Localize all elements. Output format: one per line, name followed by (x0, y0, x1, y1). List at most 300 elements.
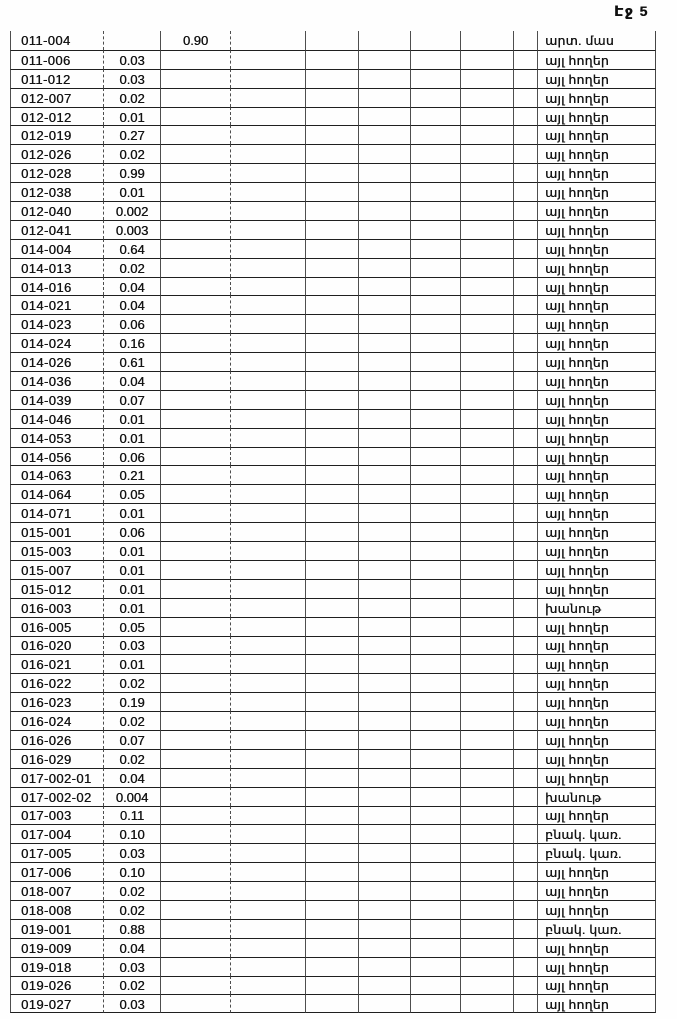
area-value-secondary-cell (160, 522, 230, 541)
empty-cell (513, 522, 537, 541)
land-use-cell: խանութ (537, 787, 656, 806)
empty-cell (460, 69, 513, 88)
area-value-secondary-cell (160, 144, 230, 163)
area-value-secondary-cell (160, 314, 230, 333)
empty-cell (305, 787, 358, 806)
empty-cell (305, 428, 358, 447)
empty-cell (305, 843, 358, 862)
empty-cell (410, 314, 460, 333)
area-value-cell: 0.01 (103, 428, 160, 447)
area-value-cell: 0.02 (103, 673, 160, 692)
parcel-code-cell: 016-023 (10, 692, 103, 711)
parcel-code-cell: 019-018 (10, 957, 103, 976)
empty-cell (460, 711, 513, 730)
parcel-table-body (10, 31, 656, 1013)
empty-cell (230, 673, 305, 692)
empty-cell (230, 976, 305, 995)
empty-cell (513, 314, 537, 333)
empty-cell (305, 503, 358, 522)
area-value-secondary-cell (160, 692, 230, 711)
empty-cell (230, 201, 305, 220)
parcel-code-cell: 015-007 (10, 560, 103, 579)
land-use-cell: այլ հողեր (537, 503, 656, 522)
empty-cell (460, 409, 513, 428)
empty-cell (410, 938, 460, 957)
table-row (10, 239, 656, 258)
land-use-cell: այլ հողեր (537, 258, 656, 277)
area-value-cell: 0.04 (103, 768, 160, 787)
empty-cell (230, 617, 305, 636)
empty-cell (410, 447, 460, 466)
table-row (10, 617, 656, 636)
empty-cell (410, 976, 460, 995)
area-value-secondary-cell (160, 938, 230, 957)
empty-cell (513, 749, 537, 768)
empty-cell (410, 144, 460, 163)
parcel-code-cell: 012-026 (10, 144, 103, 163)
empty-cell (410, 673, 460, 692)
empty-cell (305, 88, 358, 107)
empty-cell (230, 938, 305, 957)
parcel-code-cell: 017-002-01 (10, 768, 103, 787)
table-row (10, 107, 656, 126)
table-row (10, 522, 656, 541)
empty-cell (460, 503, 513, 522)
empty-cell (305, 919, 358, 938)
table-row (10, 220, 656, 239)
empty-cell (305, 900, 358, 919)
land-use-cell: այլ հողեր (537, 768, 656, 787)
land-use-cell: այլ հողեր (537, 295, 656, 314)
empty-cell (410, 617, 460, 636)
land-use-cell: այլ հողեր (537, 352, 656, 371)
empty-cell (358, 824, 410, 843)
empty-cell (460, 938, 513, 957)
area-value-cell: 0.01 (103, 560, 160, 579)
empty-cell (460, 636, 513, 655)
parcel-code-cell: 014-021 (10, 295, 103, 314)
table-row (10, 201, 656, 220)
area-value-secondary-cell (160, 371, 230, 390)
land-use-cell: այլ հողեր (537, 277, 656, 296)
empty-cell (358, 522, 410, 541)
parcel-code-cell: 015-001 (10, 522, 103, 541)
empty-cell (358, 428, 410, 447)
empty-cell (513, 107, 537, 126)
empty-cell (410, 352, 460, 371)
area-value-secondary-cell (160, 447, 230, 466)
empty-cell (305, 636, 358, 655)
empty-cell (358, 598, 410, 617)
empty-cell (358, 465, 410, 484)
empty-cell (230, 862, 305, 881)
empty-cell (460, 182, 513, 201)
empty-cell (513, 730, 537, 749)
table-row (10, 787, 656, 806)
empty-cell (305, 447, 358, 466)
land-use-cell: այլ հողեր (537, 730, 656, 749)
empty-cell (460, 125, 513, 144)
empty-cell (410, 787, 460, 806)
empty-cell (358, 843, 410, 862)
empty-cell (410, 598, 460, 617)
empty-cell (460, 881, 513, 900)
empty-cell (410, 749, 460, 768)
area-value-cell: 0.04 (103, 295, 160, 314)
empty-cell (358, 503, 410, 522)
area-value-cell: 0.06 (103, 447, 160, 466)
land-use-cell: այլ հողեր (537, 654, 656, 673)
empty-cell (305, 484, 358, 503)
page-number-label: Էջ 5 (614, 3, 649, 19)
empty-cell (513, 938, 537, 957)
empty-cell (460, 598, 513, 617)
empty-cell (305, 994, 358, 1013)
empty-cell (358, 768, 410, 787)
table-row (10, 598, 656, 617)
empty-cell (513, 711, 537, 730)
parcel-code-cell: 014-023 (10, 314, 103, 333)
empty-cell (230, 69, 305, 88)
land-use-cell: այլ հողեր (537, 881, 656, 900)
parcel-code-cell: 012-028 (10, 163, 103, 182)
empty-cell (358, 50, 410, 69)
empty-cell (305, 295, 358, 314)
empty-cell (230, 994, 305, 1013)
empty-cell (513, 843, 537, 862)
area-value-cell: 0.03 (103, 69, 160, 88)
empty-cell (410, 730, 460, 749)
empty-cell (358, 144, 410, 163)
area-value-secondary-cell (160, 730, 230, 749)
empty-cell (513, 88, 537, 107)
empty-cell (230, 636, 305, 655)
area-value-secondary-cell (160, 806, 230, 825)
land-use-cell: այլ հողեր (537, 371, 656, 390)
table-row (10, 484, 656, 503)
table-row (10, 182, 656, 201)
area-value-secondary-cell (160, 50, 230, 69)
empty-cell (513, 900, 537, 919)
empty-cell (460, 447, 513, 466)
empty-cell (230, 220, 305, 239)
parcel-code-cell: 016-003 (10, 598, 103, 617)
empty-cell (305, 220, 358, 239)
land-use-cell: այլ հողեր (537, 239, 656, 258)
empty-cell (410, 862, 460, 881)
area-value-secondary-cell (160, 843, 230, 862)
empty-cell (230, 692, 305, 711)
land-use-cell: այլ հողեր (537, 938, 656, 957)
empty-cell (305, 730, 358, 749)
area-value-cell: 0.01 (103, 598, 160, 617)
area-value-cell: 0.01 (103, 503, 160, 522)
table-row (10, 144, 656, 163)
area-value-cell: 0.03 (103, 957, 160, 976)
empty-cell (460, 541, 513, 560)
area-value-secondary-cell (160, 107, 230, 126)
empty-cell (358, 636, 410, 655)
table-row (10, 824, 656, 843)
table-row (10, 409, 656, 428)
empty-cell (513, 182, 537, 201)
empty-cell (305, 371, 358, 390)
empty-cell (513, 806, 537, 825)
empty-cell (358, 314, 410, 333)
empty-cell (358, 862, 410, 881)
empty-cell (358, 258, 410, 277)
empty-cell (358, 201, 410, 220)
empty-cell (305, 824, 358, 843)
empty-cell (460, 522, 513, 541)
empty-cell (358, 182, 410, 201)
empty-cell (460, 220, 513, 239)
empty-cell (358, 900, 410, 919)
table-row (10, 428, 656, 447)
table-row (10, 371, 656, 390)
land-use-cell: այլ հողեր (537, 636, 656, 655)
land-use-cell: այլ հողեր (537, 333, 656, 352)
table-row (10, 465, 656, 484)
table-row (10, 843, 656, 862)
land-use-cell: այլ հողեր (537, 88, 656, 107)
area-value-cell: 0.02 (103, 711, 160, 730)
empty-cell (513, 617, 537, 636)
empty-cell (305, 107, 358, 126)
empty-cell (460, 428, 513, 447)
empty-cell (513, 579, 537, 598)
land-use-cell: այլ հողեր (537, 522, 656, 541)
table-row (10, 295, 656, 314)
area-value-secondary-cell (160, 824, 230, 843)
area-value-secondary-cell (160, 673, 230, 692)
area-value-secondary-cell (160, 220, 230, 239)
empty-cell (460, 654, 513, 673)
empty-cell (410, 843, 460, 862)
empty-cell (358, 938, 410, 957)
empty-cell (460, 390, 513, 409)
table-row (10, 636, 656, 655)
empty-cell (305, 692, 358, 711)
land-use-cell: այլ հողեր (537, 447, 656, 466)
empty-cell (460, 843, 513, 862)
parcel-code-cell: 015-003 (10, 541, 103, 560)
area-value-cell: 0.21 (103, 465, 160, 484)
empty-cell (460, 579, 513, 598)
empty-cell (230, 654, 305, 673)
parcel-code-cell: 017-006 (10, 862, 103, 881)
parcel-code-cell: 018-007 (10, 881, 103, 900)
area-value-cell (103, 31, 160, 50)
area-value-cell: 0.004 (103, 787, 160, 806)
parcel-code-cell: 019-026 (10, 976, 103, 995)
empty-cell (230, 409, 305, 428)
area-value-secondary-cell (160, 428, 230, 447)
empty-cell (305, 409, 358, 428)
area-value-secondary-cell (160, 881, 230, 900)
empty-cell (513, 862, 537, 881)
area-value-cell: 0.07 (103, 390, 160, 409)
table-row (10, 314, 656, 333)
area-value-cell: 0.10 (103, 862, 160, 881)
empty-cell (358, 277, 410, 296)
area-value-cell: 0.06 (103, 522, 160, 541)
empty-cell (230, 314, 305, 333)
empty-cell (358, 352, 410, 371)
empty-cell (305, 144, 358, 163)
area-value-secondary-cell (160, 711, 230, 730)
table-row (10, 333, 656, 352)
area-value-cell: 0.003 (103, 220, 160, 239)
land-use-cell: այլ հողեր (537, 957, 656, 976)
land-use-cell: այլ հողեր (537, 125, 656, 144)
empty-cell (358, 730, 410, 749)
area-value-cell: 0.27 (103, 125, 160, 144)
parcel-code-cell: 019-027 (10, 994, 103, 1013)
area-value-cell: 0.02 (103, 258, 160, 277)
land-use-cell: այլ հողեր (537, 409, 656, 428)
empty-cell (305, 711, 358, 730)
empty-cell (460, 730, 513, 749)
parcel-code-cell: 014-026 (10, 352, 103, 371)
empty-cell (305, 333, 358, 352)
parcel-code-cell: 014-004 (10, 239, 103, 258)
empty-cell (305, 50, 358, 69)
area-value-cell: 0.03 (103, 994, 160, 1013)
empty-cell (513, 994, 537, 1013)
empty-cell (410, 428, 460, 447)
table-row (10, 163, 656, 182)
empty-cell (460, 277, 513, 296)
empty-cell (410, 806, 460, 825)
empty-cell (513, 673, 537, 692)
empty-cell (513, 333, 537, 352)
empty-cell (305, 654, 358, 673)
empty-cell (460, 862, 513, 881)
empty-cell (410, 579, 460, 598)
area-value-secondary-cell (160, 201, 230, 220)
area-value-secondary-cell (160, 957, 230, 976)
parcel-code-cell: 019-001 (10, 919, 103, 938)
area-value-cell: 0.02 (103, 88, 160, 107)
land-use-cell: այլ հողեր (537, 541, 656, 560)
empty-cell (410, 220, 460, 239)
parcel-code-cell: 012-038 (10, 182, 103, 201)
land-use-cell: այլ հողեր (537, 560, 656, 579)
empty-cell (513, 69, 537, 88)
area-value-cell: 0.99 (103, 163, 160, 182)
land-use-cell: այլ հողեր (537, 107, 656, 126)
table-row (10, 711, 656, 730)
empty-cell (230, 881, 305, 900)
empty-cell (305, 314, 358, 333)
area-value-cell: 0.01 (103, 579, 160, 598)
empty-cell (513, 503, 537, 522)
empty-cell (358, 673, 410, 692)
empty-cell (513, 692, 537, 711)
area-value-secondary-cell (160, 88, 230, 107)
empty-cell (358, 125, 410, 144)
land-use-cell: այլ հողեր (537, 900, 656, 919)
empty-cell (358, 220, 410, 239)
empty-cell (305, 806, 358, 825)
parcel-code-cell: 012-041 (10, 220, 103, 239)
empty-cell (513, 31, 537, 50)
empty-cell (358, 787, 410, 806)
empty-cell (230, 824, 305, 843)
land-use-cell: այլ հողեր (537, 163, 656, 182)
empty-cell (460, 50, 513, 69)
empty-cell (410, 692, 460, 711)
empty-cell (358, 541, 410, 560)
parcel-code-cell: 015-012 (10, 579, 103, 598)
empty-cell (358, 976, 410, 995)
parcel-code-cell: 012-019 (10, 125, 103, 144)
empty-cell (460, 31, 513, 50)
parcel-code-cell: 017-004 (10, 824, 103, 843)
area-value-secondary-cell (160, 484, 230, 503)
table-row (10, 560, 656, 579)
empty-cell (513, 201, 537, 220)
empty-cell (305, 957, 358, 976)
empty-cell (230, 144, 305, 163)
empty-cell (230, 711, 305, 730)
table-row (10, 258, 656, 277)
table-row (10, 125, 656, 144)
area-value-cell: 0.64 (103, 239, 160, 258)
empty-cell (230, 50, 305, 69)
parcel-code-cell: 014-053 (10, 428, 103, 447)
parcel-code-cell: 011-006 (10, 50, 103, 69)
empty-cell (358, 371, 410, 390)
land-use-cell: այլ հողեր (537, 201, 656, 220)
empty-cell (460, 107, 513, 126)
empty-cell (410, 409, 460, 428)
area-value-cell: 0.04 (103, 277, 160, 296)
empty-cell (358, 295, 410, 314)
empty-cell (358, 881, 410, 900)
parcel-code-cell: 014-064 (10, 484, 103, 503)
empty-cell (230, 749, 305, 768)
land-use-cell: այլ հողեր (537, 69, 656, 88)
empty-cell (460, 919, 513, 938)
area-value-secondary-cell (160, 125, 230, 144)
empty-cell (305, 239, 358, 258)
area-value-secondary-cell (160, 465, 230, 484)
empty-cell (460, 749, 513, 768)
empty-cell (460, 371, 513, 390)
empty-cell (460, 88, 513, 107)
empty-cell (305, 465, 358, 484)
area-value-secondary-cell (160, 787, 230, 806)
empty-cell (230, 465, 305, 484)
table-row (10, 749, 656, 768)
empty-cell (513, 465, 537, 484)
empty-cell (230, 730, 305, 749)
land-use-cell: այլ հողեր (537, 862, 656, 881)
empty-cell (305, 201, 358, 220)
empty-cell (230, 390, 305, 409)
empty-cell (230, 125, 305, 144)
empty-cell (513, 409, 537, 428)
table-row (10, 541, 656, 560)
empty-cell (513, 144, 537, 163)
empty-cell (358, 447, 410, 466)
empty-cell (460, 295, 513, 314)
empty-cell (460, 976, 513, 995)
empty-cell (410, 69, 460, 88)
empty-cell (410, 201, 460, 220)
